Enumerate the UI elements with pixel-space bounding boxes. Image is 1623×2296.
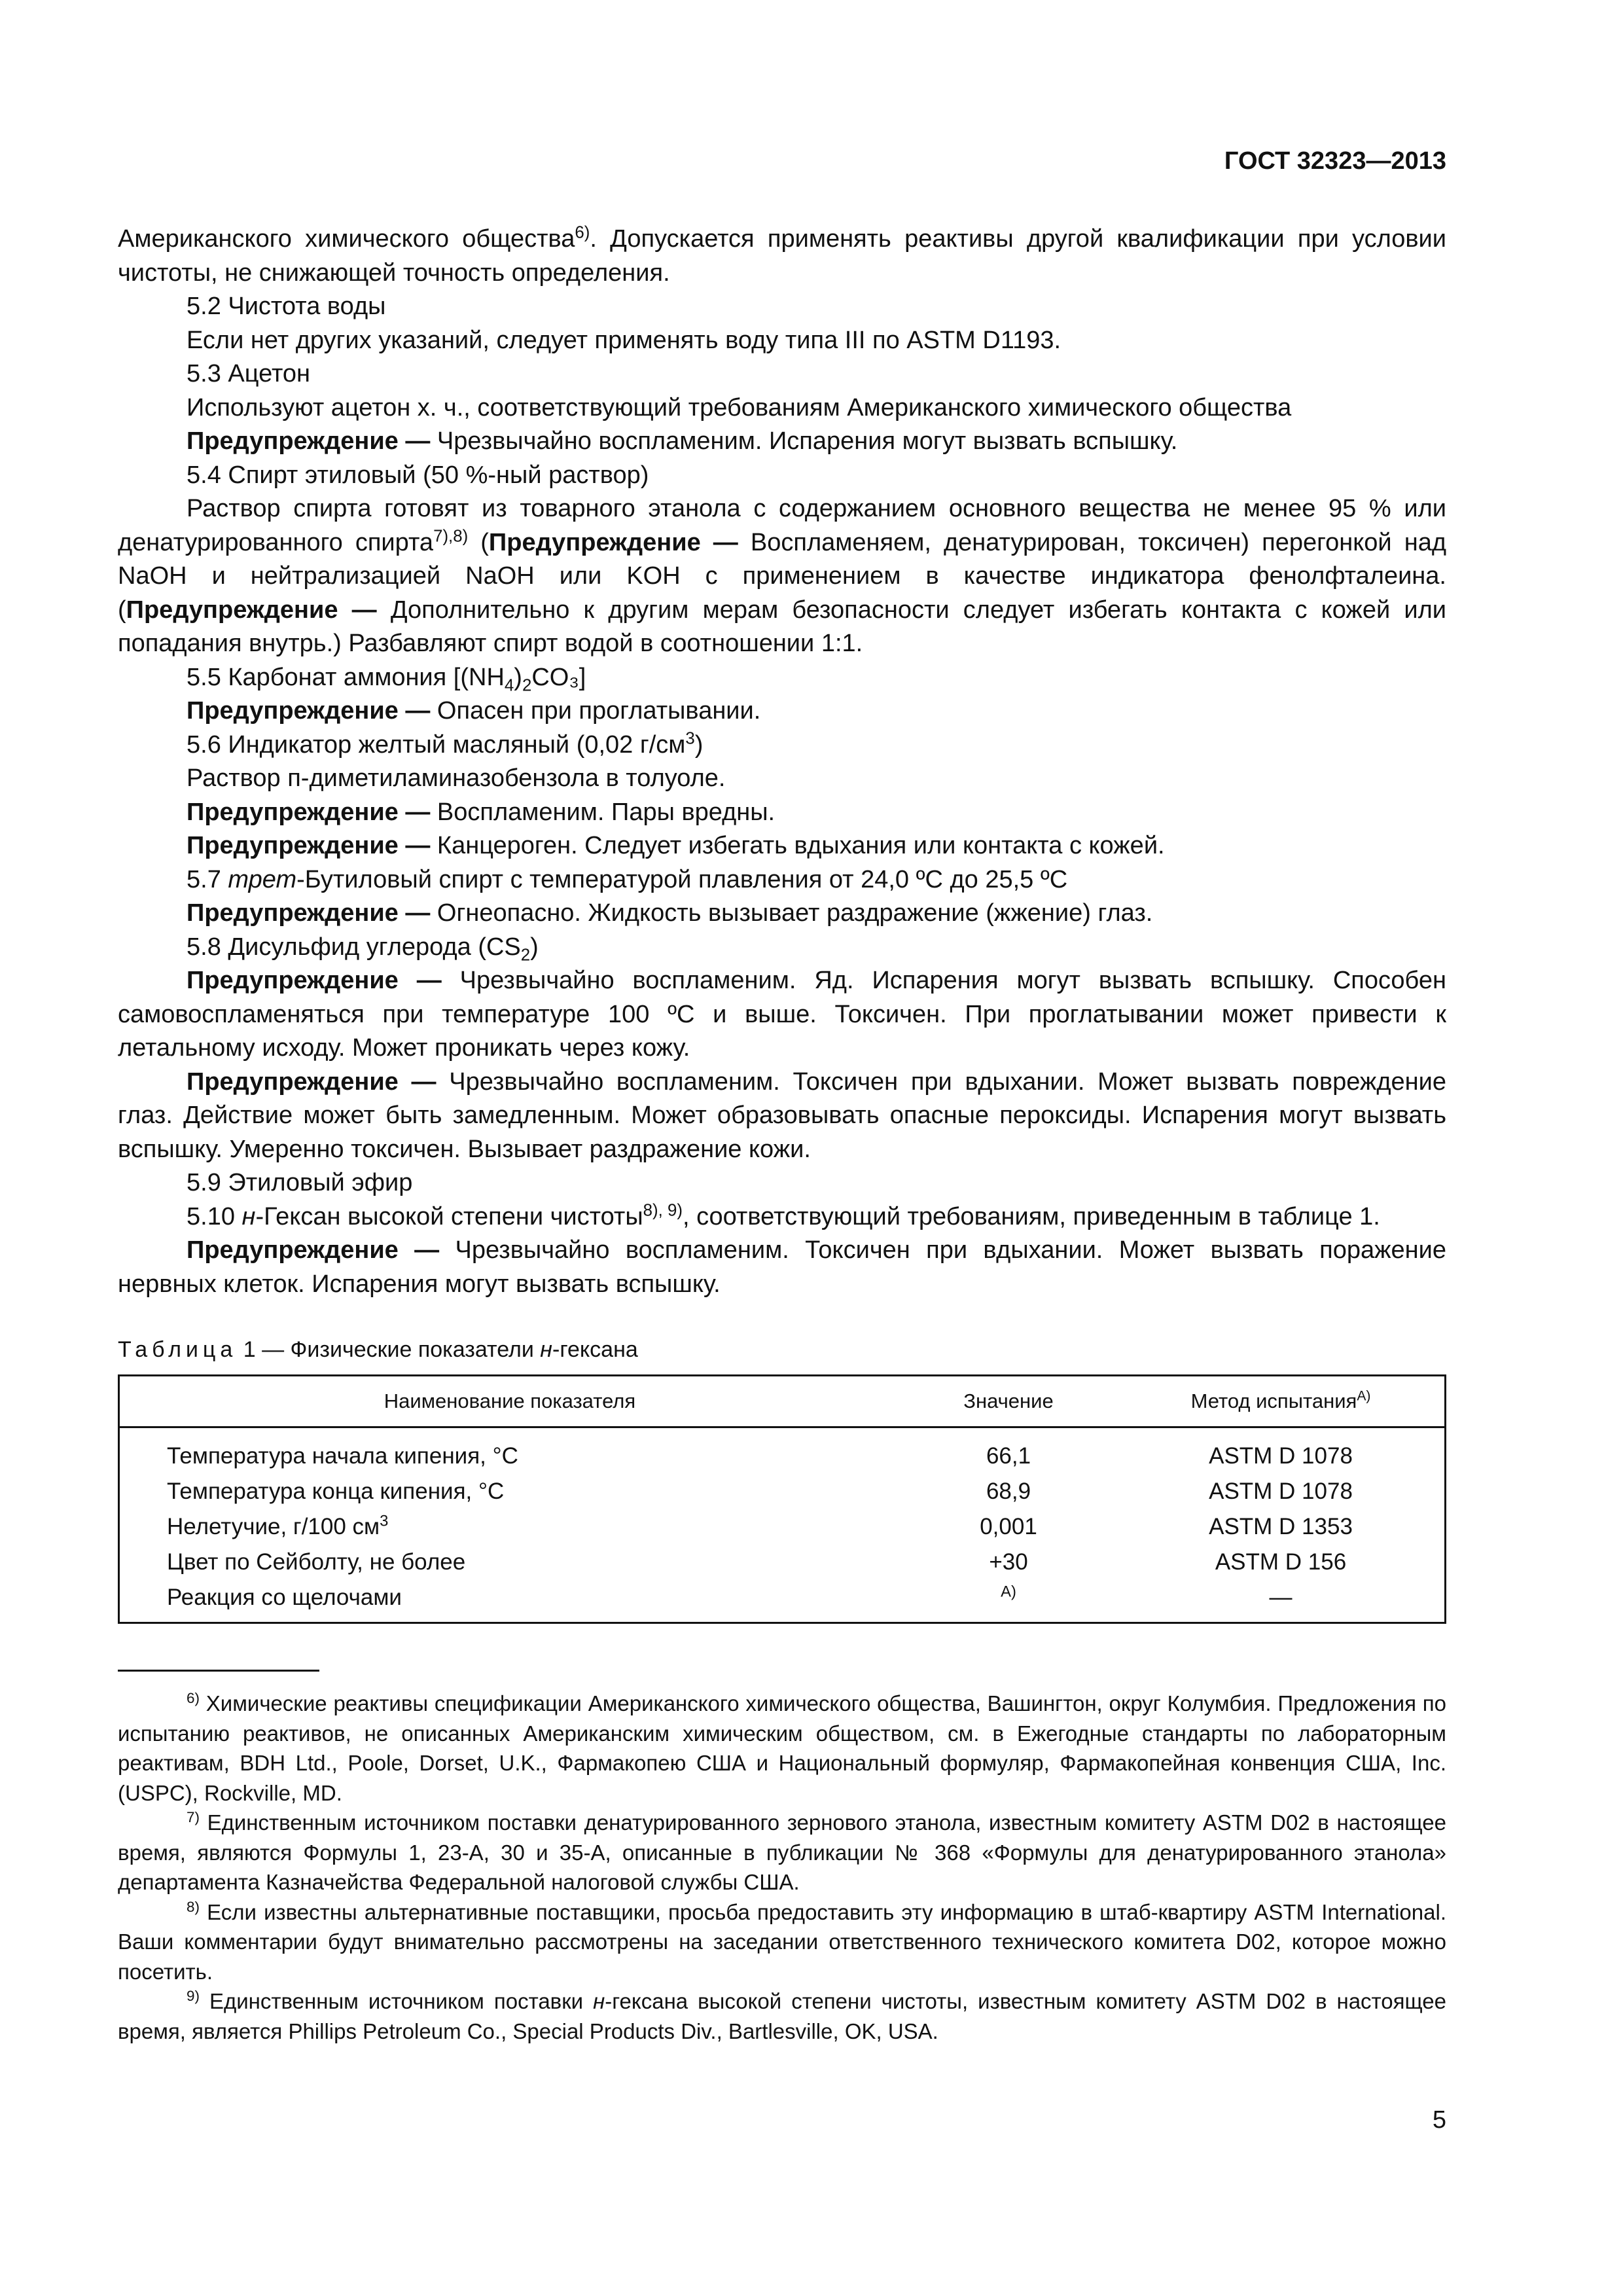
cell-name: Температура начала кипения, °С — [167, 1443, 518, 1469]
section-5-4-title: 5.4 Спирт этиловый (50 %-ный раствор) — [187, 461, 649, 489]
section-5-10-warning — [118, 1234, 1446, 1301]
caption-label: Таблица — [118, 1337, 238, 1362]
text: Метод испытания — [1190, 1390, 1357, 1412]
cell-name: Температура конца кипения, °С — [167, 1479, 505, 1504]
text: Воспламеним. Пары вредны. — [430, 798, 776, 826]
table-note-ref[interactable]: A) — [1001, 1583, 1016, 1601]
section-5-3-text: Используют ацетон х. ч., соответствующий требованиям Американского химического общества — [187, 393, 1292, 422]
footnote-mark: 6) — [187, 1690, 200, 1706]
footnote-divider — [118, 1670, 319, 1672]
document-body — [118, 223, 1446, 1301]
cell-method: — — [1269, 1585, 1293, 1610]
text: ( — [468, 528, 489, 556]
text: ) — [530, 933, 539, 961]
footnote-7 — [118, 1808, 1446, 1897]
text: Чрезвычайно воспламеним. Испарения могут вызвать вспышку. — [430, 427, 1178, 455]
warning-label: Предупреждение — — [187, 899, 431, 927]
italic-text: н — [593, 1989, 605, 2013]
section-5-7-title — [118, 863, 1446, 897]
text: ) — [694, 730, 704, 759]
physical-properties-table — [118, 1374, 1446, 1624]
section-5-4-text — [118, 492, 1446, 661]
text: Чрезвычайно воспламеним. Токсичен при вдыхании. Может вызвать поражение нервных клеток. Испарения могут вызвать вспышку. — [118, 1236, 1447, 1298]
footnote-mark: 8) — [187, 1898, 200, 1915]
footnote-ref-6[interactable]: 6) — [575, 223, 590, 242]
table-header-row — [119, 1376, 1446, 1427]
cell-value — [900, 1580, 1117, 1623]
text: Чрезвычайно воспламеним. Токсичен при вдыхании. Может вызвать повреждение глаз. Действие может быть замедленным. Может образовывать опасные пероксиды. Испарения могут вызвать вспышку. Умеренно токсичен. Вызывает раздражение кожи. — [118, 1067, 1447, 1163]
text: ) — [514, 663, 522, 691]
footnote-9 — [118, 1986, 1446, 2046]
table-caption — [118, 1337, 1446, 1363]
italic-text: трет — [228, 865, 297, 893]
warning-label: Предупреждение — — [187, 427, 431, 455]
superscript: A) — [1357, 1388, 1371, 1404]
table-row — [119, 1545, 1446, 1580]
cell-method: ASTM D 156 — [1215, 1549, 1347, 1575]
section-5-5-title — [118, 661, 1446, 695]
footnote-mark: 7) — [187, 1809, 200, 1825]
subscript: 2 — [520, 946, 531, 965]
text: Если известны альтернативные поставщики, просьба предоставить эту информацию в штаб-квартиру ASTM International. Ваши комментарии будут внимательно рассмотрены на заседании ответственного технического комитета D02, которое можно посетить. — [118, 1899, 1446, 1984]
cell-value: 0,001 — [980, 1514, 1037, 1539]
text: 5.8 Дисульфид углерода (CS — [187, 933, 521, 961]
text: Единственным источником поставки — [199, 1989, 594, 2013]
section-5-6-title — [118, 728, 1446, 762]
text: Единственным источником поставки денатурированного зернового этанола, известным комитету ASTM D02 в настоящее время, являются Формулы 1, 23-А, 30 и 35-А, описанные в публикации № 368 «Формулы для денатурированного этанола» департамента Казначейства Федеральной налоговой службы США. — [118, 1810, 1446, 1894]
warning-label: Предупреждение — — [187, 798, 431, 826]
warning-label: Предупреждение — — [187, 967, 442, 994]
italic-text: н — [540, 1337, 553, 1362]
footnote-6 — [118, 1689, 1446, 1808]
text: -гексана — [552, 1337, 638, 1362]
text: Чрезвычайно воспламеним. Яд. Испарения могут вызвать вспышку. Способен самовоспламеняться при температуре 100 ºС и выше. Токсичен. При проглатывании может привести к летальному исходу. Может проникать через кожу. — [118, 967, 1446, 1062]
text: Американского химического общества — [118, 225, 575, 253]
warning-label: Предупреждение — — [187, 832, 431, 859]
document-page — [118, 147, 1446, 2046]
text: Нелетучие, г/100 см — [167, 1514, 380, 1539]
text: 5.10 — [187, 1202, 242, 1230]
table-row — [119, 1580, 1446, 1623]
text: 1 — Физические показатели — [237, 1337, 541, 1362]
cell-name: Цвет по Сейболту, не более — [167, 1549, 466, 1575]
warning-label: Предупреждение — — [187, 1067, 437, 1096]
section-5-6-warning-2 — [118, 829, 1446, 863]
text: 5.6 Индикатор желтый масляный (0,02 г/см — [187, 730, 686, 759]
text: Дополнительно к другим мерам безопасности следует избегать контакта с кожей или попадания внутрь.) Разбавляют спирт водой в соотношении 1:1. — [118, 596, 1446, 657]
section-5-8-title — [118, 931, 1446, 965]
italic-text: н — [241, 1202, 256, 1230]
paragraph-continuation — [118, 223, 1446, 290]
text: Химические реактивы спецификации Американского химического общества, Вашингтон, округ Колумбия. Предложения по испытанию реактивов, не описанных Американским химическим обществом, см. в Ежегодные стандарты по лабораторным реактивам, BDH Ltd., Poole, Dorset, U.K., Фармакопею США и Национальный формуляр, Фармакопейная конвенция США, Inc. (USPC), Rockville, MD. — [118, 1691, 1446, 1805]
cell-method: ASTM D 1078 — [1209, 1479, 1353, 1504]
warning-label: Предупреждение — — [126, 596, 377, 624]
section-5-3-title: 5.3 Ацетон — [187, 360, 311, 387]
text: Огнеопасно. Жидкость вызывает раздражение (жжение) глаз. — [430, 899, 1153, 927]
section-5-6-warning-1 — [118, 796, 1446, 830]
superscript: 3 — [685, 728, 695, 747]
text: Опасен при проглатывании. — [430, 697, 761, 725]
cell-name: Реакция со щелочами — [167, 1585, 402, 1610]
section-5-8-warning-1 — [118, 964, 1446, 1066]
section-5-7-warning — [118, 897, 1446, 931]
footnote-8 — [118, 1897, 1446, 1987]
section-5-9-title: 5.9 Этиловый эфир — [187, 1169, 413, 1196]
cell-method: ASTM D 1353 — [1209, 1514, 1353, 1539]
text: CO₃] — [531, 663, 586, 691]
section-5-6-text: Раствор п-диметиламиназобензола в толуоле. — [187, 764, 726, 792]
header-parameter: Наименование показателя — [119, 1376, 901, 1427]
header-method — [1117, 1376, 1446, 1427]
superscript: 3 — [380, 1512, 389, 1530]
section-5-2-text: Если нет других указаний, следует применять воду типа III по ASTM D1193. — [187, 326, 1061, 354]
text: , соответствующий требованиям, приведенным в таблице 1. — [682, 1202, 1380, 1230]
cell-value: +30 — [989, 1549, 1028, 1575]
text: Воспламеняем, денатурирован, токсичен) перегонкой над NaOH и нейтрализацией NaOH или KOH с применением в качестве индикатора фенолфталеина. ( — [118, 528, 1447, 624]
standard-header: ГОСТ 32323—2013 — [1224, 147, 1446, 175]
text: 5.5 Карбонат аммония [(NH — [187, 663, 505, 691]
text: . Допускается применять реактивы другой квалификации при условии чистоты, не снижающей точность определения. — [118, 225, 1446, 287]
page-number: 5 — [1432, 2106, 1446, 2134]
warning-label: Предупреждение — — [187, 697, 431, 725]
text: -Гексан высокой степени чистоты — [255, 1202, 643, 1230]
warning-label: Предупреждение — — [187, 1236, 440, 1264]
warning-label: Предупреждение — — [488, 528, 738, 556]
text: Канцероген. Следует избегать вдыхания или контакта с кожей. — [430, 832, 1165, 859]
table-row — [119, 1509, 1446, 1545]
subscript: 4 — [504, 676, 514, 695]
table-row — [119, 1474, 1446, 1509]
header-value: Значение — [900, 1376, 1117, 1427]
cell-method: ASTM D 1078 — [1209, 1443, 1353, 1469]
cell-value: 66,1 — [986, 1443, 1031, 1469]
cell-value: 68,9 — [986, 1479, 1031, 1504]
text: -гексана высокой степени чистоты, известным комитету ASTM D02 в настоящее время, является Phillips Petroleum Co., Special Products Div., Bartlesville, OK, USA. — [118, 1989, 1447, 2043]
footnote-mark: 9) — [187, 1988, 200, 2004]
subscript: 2 — [522, 676, 532, 695]
section-5-5-warning — [118, 694, 1446, 728]
footnote-ref-7-8[interactable]: 7),8) — [433, 526, 469, 545]
text: -Бутиловый спирт с температурой плавления от 24,0 ºС до 25,5 ºС — [296, 865, 1068, 893]
section-5-8-warning-2 — [118, 1066, 1446, 1167]
text: 5.7 — [187, 865, 228, 893]
footnote-ref-8-9[interactable]: 8), 9) — [643, 1200, 683, 1219]
table-row — [119, 1427, 1446, 1475]
section-5-10-text — [118, 1200, 1446, 1234]
section-5-3-warning — [118, 425, 1446, 459]
cell-name — [119, 1509, 901, 1545]
section-5-2-title: 5.2 Чистота воды — [187, 293, 386, 320]
text: Раствор спирта готовят из товарного этанола с содержанием основного вещества не менее 95 % или денатурированного спирта — [118, 495, 1446, 556]
footnotes — [118, 1689, 1446, 2046]
